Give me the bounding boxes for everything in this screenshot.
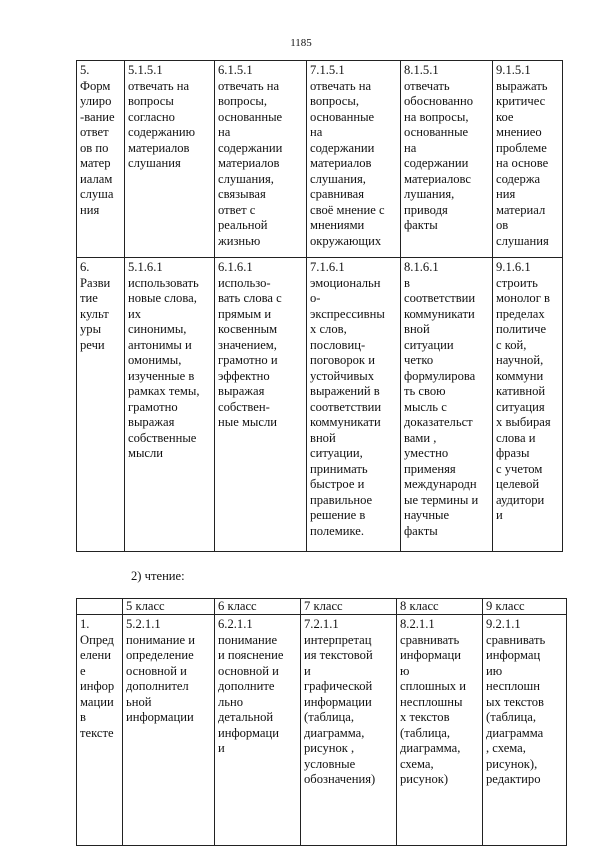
grade-9-cell: 9.2.1.1 сравнивать информац ию несплошн ых текстов (таблица, диаграмма , схема, рисунок), редактиро — [483, 615, 567, 846]
section-cell: 1. Опред елени е инфор мации в тексте — [77, 615, 123, 846]
reading-outcomes-table — [76, 598, 567, 846]
grade-5-cell: 5.1.6.1 использовать новые слова, их синонимы, антонимы и омонимы, изученные в рамках темы, грамотно выражая собственные мысли — [125, 258, 215, 552]
header-grade-9: 9 класс — [483, 599, 567, 615]
table-row — [77, 615, 567, 846]
reading-section-label: 2) чтение: — [131, 569, 185, 583]
grade-9-cell: 9.1.5.1 выражать критичес кое мнениео проблеме на основе содержа ния материал ов слушания — [493, 61, 563, 258]
grade-6-cell: 6.1.6.1 использо- вать слова с прямым и косвенным значением, грамотно и эффектно выражая собствен- ные мысли — [215, 258, 307, 552]
grade-7-cell: 7.2.1.1 интерпретац ия текстовой и графической информации (таблица, диаграмма, рисунок , условные обозначения) — [301, 615, 397, 846]
section-cell: 5. Форм улиро -вание ответ ов по матер иалам слуша ния — [77, 61, 125, 258]
header-grade-8: 8 класс — [397, 599, 483, 615]
header-grade-5: 5 класс — [123, 599, 215, 615]
table-row — [77, 61, 563, 258]
grade-9-cell: 9.1.6.1 строить монолог в пределах политиче с кой, научной, коммуни кативной ситуация х выбирая слова и фразы с учетом целевой аудитори и — [493, 258, 563, 552]
header-grade-7: 7 класс — [301, 599, 397, 615]
header-cell-empty — [77, 599, 123, 615]
grade-5-cell: 5.1.5.1 отвечать на вопросы согласно содержанию материалов слушания — [125, 61, 215, 258]
table-header-row — [77, 599, 567, 615]
section-cell: 6. Разви тие культ уры речи — [77, 258, 125, 552]
grade-5-cell: 5.2.1.1 понимание и определение основной и дополнител ьной информации — [123, 615, 215, 846]
page-number: 1185 — [290, 37, 312, 49]
grade-8-cell: 8.1.6.1 в соответствии коммуникати вной ситуации четко формулирова ть свою мысль с доказательст вами , уместно применяя международн ые термины и научные факты — [401, 258, 493, 552]
grade-8-cell: 8.1.5.1 отвечать обоснованно на вопросы, основанные на содержании материаловс лушания, приводя факты — [401, 61, 493, 258]
grade-6-cell: 6.1.5.1 отвечать на вопросы, основанные на содержании материалов слушания, связывая ответ с реальной жизнью — [215, 61, 307, 258]
grade-7-cell: 7.1.6.1 эмоциональн о- экспрессивны х слов, пословиц- поговорок и устойчивых выражений в соответствии коммуникати вной ситуации, принимать быстрое и правильное решение в полемике. — [307, 258, 401, 552]
grade-8-cell: 8.2.1.1 сравнивать информаци ю сплошных и несплошны х текстов (таблица, диаграмма, схема, рисунок) — [397, 615, 483, 846]
grade-7-cell: 7.1.5.1 отвечать на вопросы, основанные на содержании материалов слушания, сравнивая своё мнение с мнениями окружающих — [307, 61, 401, 258]
header-grade-6: 6 класс — [215, 599, 301, 615]
listening-outcomes-table — [76, 60, 563, 552]
table-row — [77, 258, 563, 552]
grade-6-cell: 6.2.1.1 понимание и пояснение основной и дополните льно детальной информаци и — [215, 615, 301, 846]
